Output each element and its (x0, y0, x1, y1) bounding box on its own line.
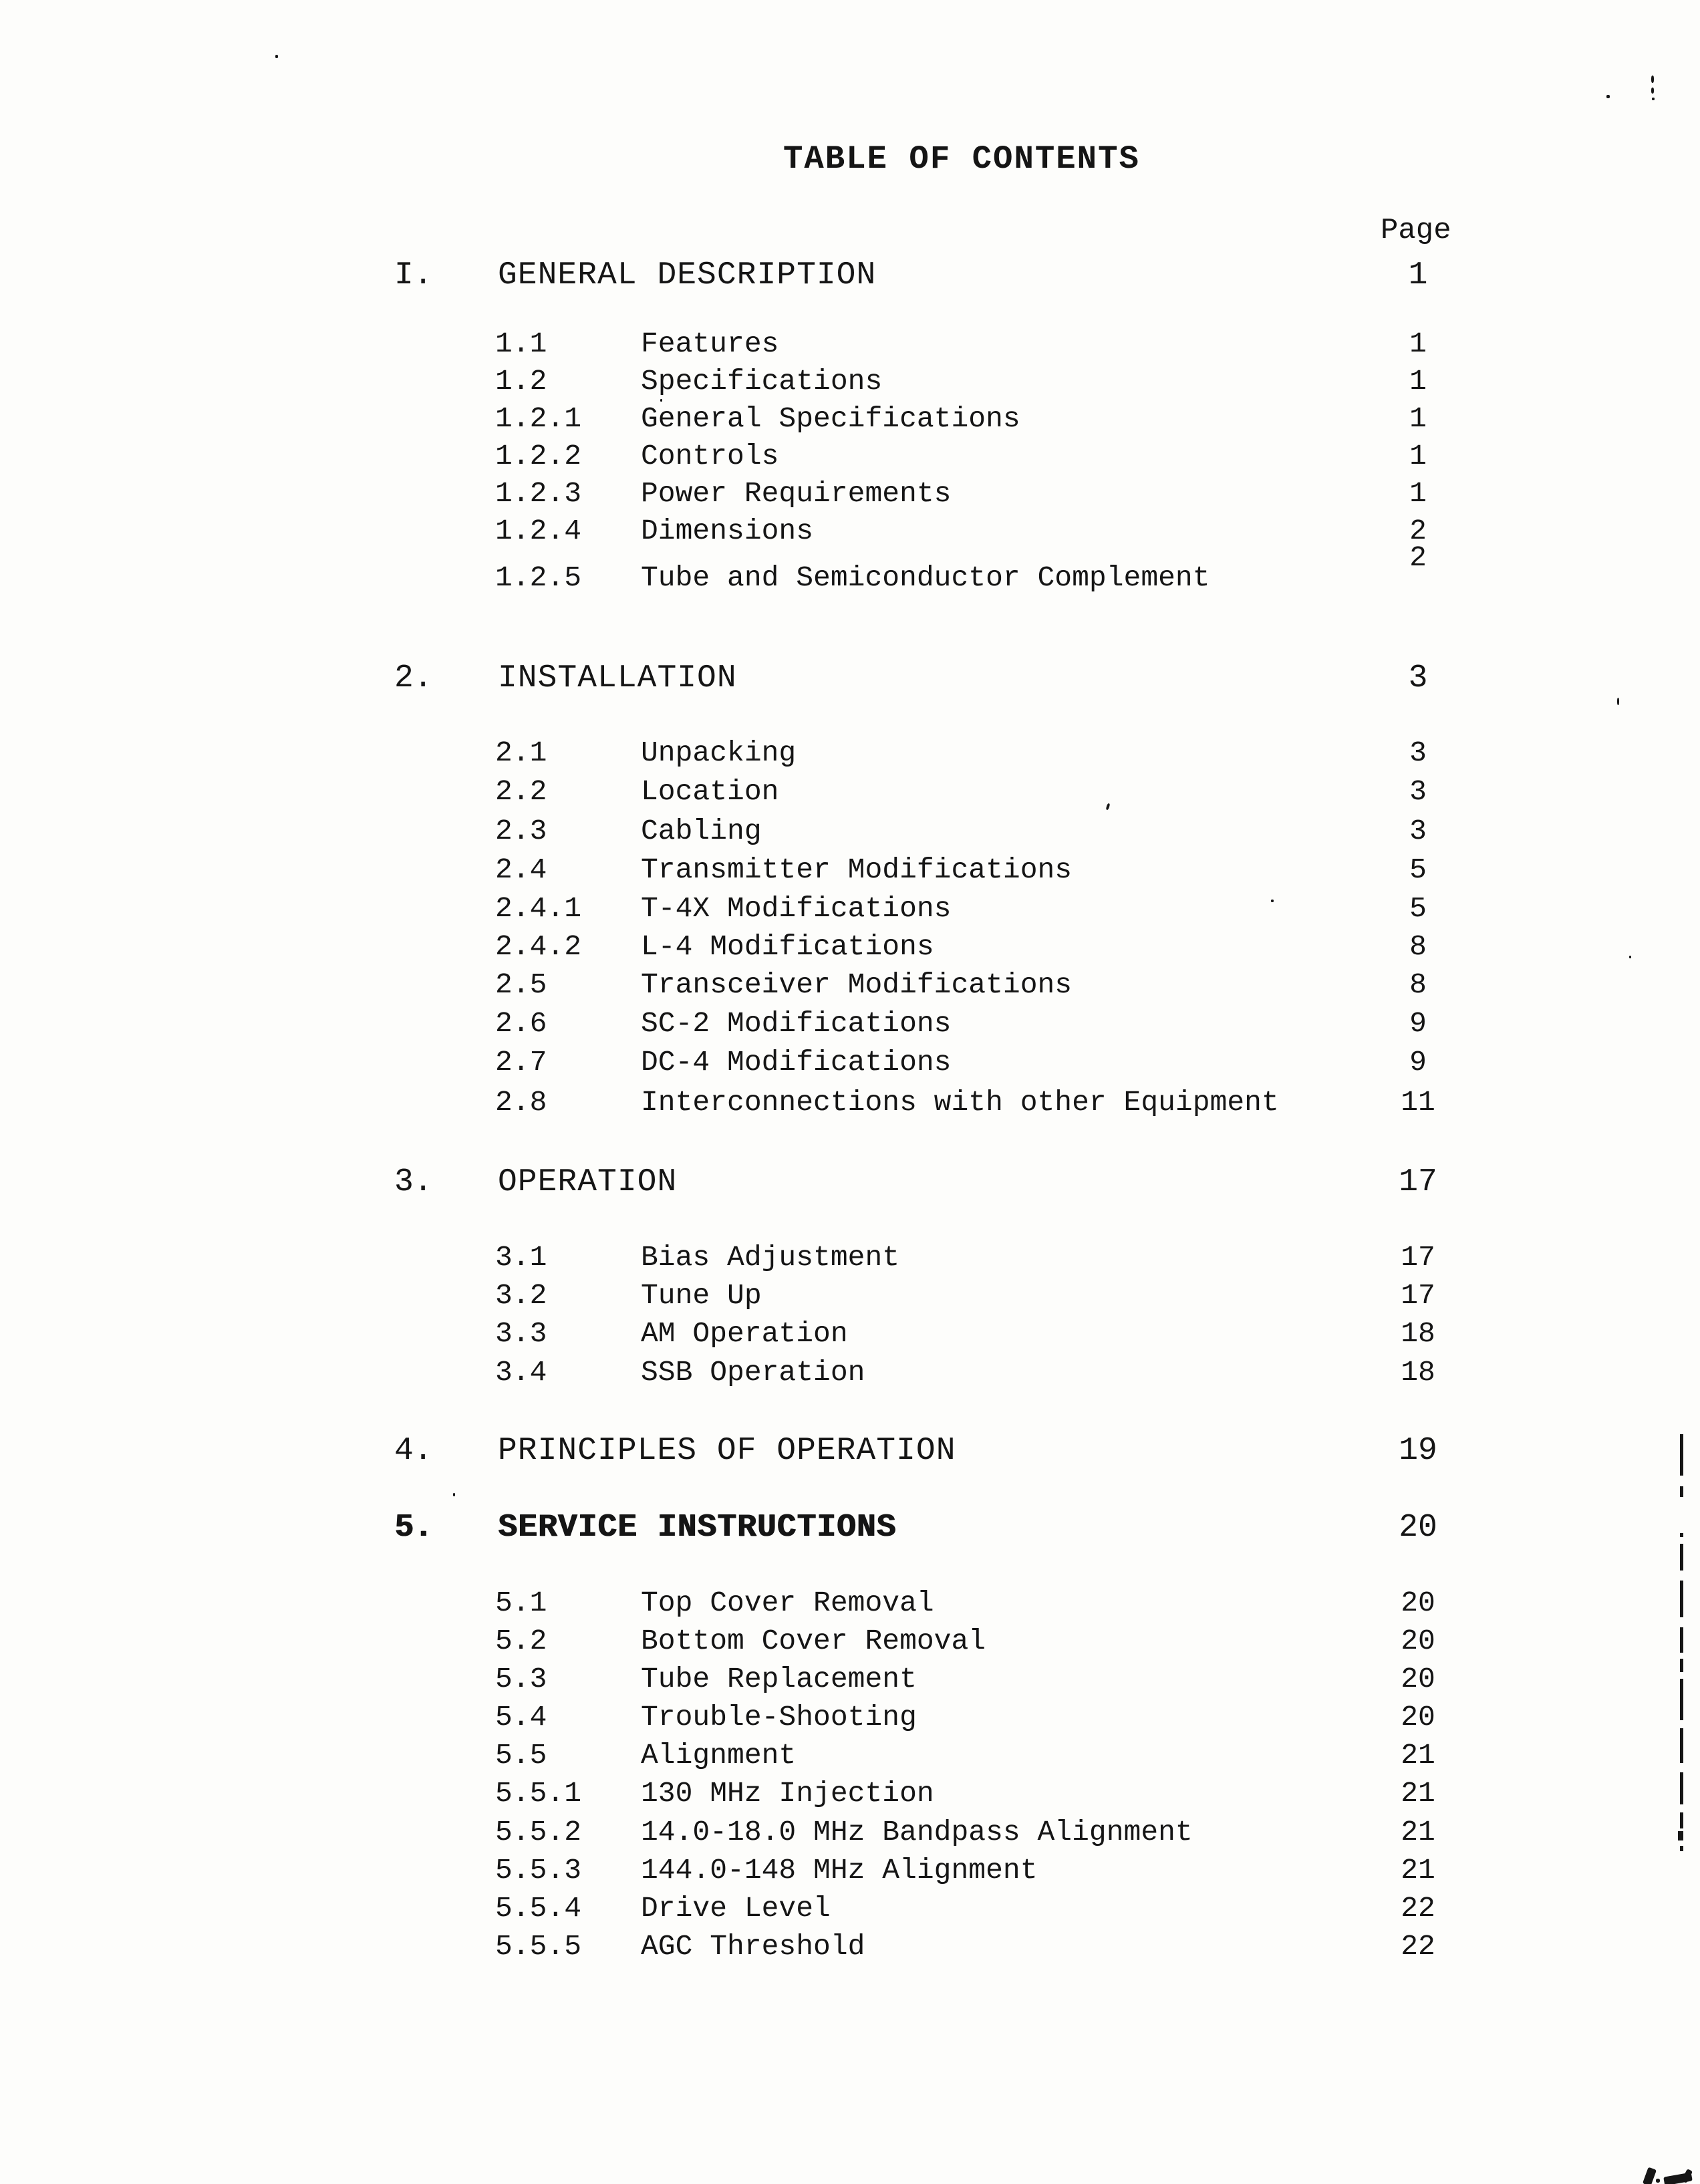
page-column-header: Page (1381, 214, 1451, 247)
page-edge-mark (1680, 1434, 1683, 1476)
toc-entry-page: 5 (1409, 853, 1427, 886)
toc-entry-page: 21 (1401, 1816, 1435, 1849)
toc-entry-row (0, 968, 1700, 1007)
scan-speck (1629, 956, 1631, 958)
toc-entry-title: Dimensions (641, 515, 814, 547)
toc-section-row (0, 660, 1700, 699)
toc-entry-title: Transceiver Modifications (641, 968, 1073, 1001)
toc-entry-title: Interconnections with other Equipment (641, 1086, 1279, 1119)
toc-entry-title: Unpacking (641, 736, 797, 769)
toc-entry-number: 2.8 (495, 1086, 547, 1119)
toc-entry-title: 130 MHz Injection (641, 1777, 934, 1810)
scan-speck (1651, 76, 1654, 83)
toc-entry-number: 1.2.2 (495, 440, 582, 472)
toc-entry-page: 20 (1401, 1701, 1435, 1734)
toc-entry-title: General Specifications (641, 402, 1020, 435)
toc-entry-row (0, 477, 1700, 516)
page-edge-mark (1678, 1831, 1683, 1840)
toc-entry-page: 8 (1409, 930, 1427, 963)
toc-entry-title: Top Cover Removal (641, 1587, 934, 1619)
page-title: TABLE OF CONTENTS (783, 140, 1140, 178)
toc-entry-row (0, 1086, 1700, 1125)
toc-entry-number: 2.4 (495, 853, 547, 886)
toc-entry-number: 2.4.2 (495, 930, 582, 963)
toc-entry-number: 5.2 (495, 1625, 547, 1657)
toc-entry-page: 22 (1401, 1930, 1435, 1963)
toc-entry-title: Bottom Cover Removal (641, 1625, 986, 1657)
toc-entry-row (0, 736, 1700, 775)
toc-entry-number: 1.2 (495, 365, 547, 398)
toc-entry-title: AM Operation (641, 1317, 848, 1350)
toc-entry-number: 2.4.1 (495, 892, 582, 925)
toc-entry-row (0, 1279, 1700, 1318)
toc-entry-row (0, 1625, 1700, 1663)
toc-entry-number: 1.2.1 (495, 402, 582, 435)
toc-entry-title: INSTALLATION (498, 660, 737, 696)
toc-entry-number: 2.6 (495, 1007, 547, 1040)
toc-entry-number: 2.3 (495, 815, 547, 847)
toc-entry-number: 5.1 (495, 1587, 547, 1619)
toc-entry-title: SC-2 Modifications (641, 1007, 952, 1040)
scan-speck (1651, 88, 1654, 94)
toc-entry-row (0, 1930, 1700, 1969)
toc-entry-page: 8 (1409, 968, 1427, 1001)
toc-entry-row (0, 930, 1700, 969)
toc-entry-number: 5.3 (495, 1663, 547, 1695)
toc-entry-row (0, 1777, 1700, 1816)
page-edge-mark (1680, 1486, 1683, 1497)
toc-entry-number: 1.2.4 (495, 515, 582, 547)
toc-entry-row (0, 1663, 1700, 1701)
toc-entry-number: 2.5 (495, 968, 547, 1001)
toc-entry-title: 14.0-18.0 MHz Bandpass Alignment (641, 1816, 1193, 1849)
page-edge-mark (1680, 1581, 1683, 1617)
toc-entry-title: Tube and Semiconductor Complement (641, 561, 1210, 594)
toc-entry-number: 3.1 (495, 1241, 547, 1274)
toc-entry-number: 1.2.5 (495, 561, 582, 594)
toc-entry-title: GENERAL DESCRIPTION (498, 257, 877, 293)
handwritten-mark (1643, 2167, 1657, 2184)
toc-entry-page: 20 (1399, 1510, 1437, 1546)
scan-speck (1652, 98, 1655, 100)
toc-entry-page: 11 (1401, 1086, 1435, 1119)
scan-speck (660, 399, 662, 402)
toc-entry-number: 2. (394, 660, 433, 696)
toc-section-row (0, 257, 1700, 296)
toc-entry-row (0, 440, 1700, 479)
handwritten-mark (1656, 2179, 1660, 2183)
toc-entry-row (0, 365, 1700, 404)
toc-entry-title: Cabling (641, 815, 762, 847)
toc-entry-page: 21 (1401, 1739, 1435, 1772)
toc-entry-number: 5. (394, 1510, 433, 1546)
toc-entry-title: Features (641, 327, 779, 360)
toc-entry-title: PRINCIPLES OF OPERATION (498, 1433, 956, 1469)
toc-entry-row (0, 853, 1700, 892)
toc-entry-page: 1 (1409, 477, 1427, 510)
toc-entry-title: Location (641, 775, 779, 808)
toc-entry-title: Tune Up (641, 1279, 762, 1312)
toc-entry-number: 2.2 (495, 775, 547, 808)
toc-entry-row (0, 1317, 1700, 1356)
toc-entry-page: 21 (1401, 1777, 1435, 1810)
toc-entry-number: 5.5.1 (495, 1777, 582, 1810)
toc-entry-number: 1.2.3 (495, 477, 582, 510)
toc-entry-page: 17 (1399, 1164, 1437, 1200)
toc-entry-page: 19 (1399, 1433, 1437, 1469)
scan-speck (1271, 900, 1274, 902)
toc-section-row (0, 1164, 1700, 1203)
toc-entry-page: 20 (1401, 1625, 1435, 1657)
toc-entry-title: Controls (641, 440, 779, 472)
toc-entry-row (0, 1241, 1700, 1280)
toc-entry-page: 1 (1409, 402, 1427, 435)
page-edge-mark (1680, 1533, 1683, 1537)
page-edge-mark (1680, 1846, 1683, 1851)
toc-entry-row (0, 402, 1700, 441)
toc-entry-page: 9 (1409, 1046, 1427, 1079)
toc-entry-page: 3 (1409, 736, 1427, 769)
toc-entry-page: 1 (1409, 440, 1427, 472)
page-edge-mark (1680, 1812, 1683, 1828)
toc-section-row (0, 1510, 1700, 1548)
toc-entry-page: 2 (1409, 541, 1427, 574)
toc-entry-title: Power Requirements (641, 477, 952, 510)
toc-entry-row (0, 327, 1700, 366)
toc-section-row (0, 1433, 1700, 1472)
toc-entry-page: 1 (1408, 257, 1428, 293)
toc-entry-page: 17 (1401, 1241, 1435, 1274)
page-edge-mark (1680, 1772, 1683, 1804)
toc-entry-title: SERVICE INSTRUCTIONS (498, 1510, 897, 1546)
toc-entry-page: 3 (1409, 815, 1427, 847)
page-edge-mark (1680, 1544, 1683, 1571)
toc-entry-row (0, 541, 1700, 600)
toc-entry-page: 20 (1401, 1663, 1435, 1695)
toc-entry-number: 5.4 (495, 1701, 547, 1734)
toc-entry-number: 5.5.4 (495, 1892, 582, 1925)
toc-entry-number: 1.1 (495, 327, 547, 360)
toc-entry-number: I. (394, 257, 433, 293)
toc-entry-title: Tube Replacement (641, 1663, 917, 1695)
toc-entry-page: 22 (1401, 1892, 1435, 1925)
toc-entry-page: 17 (1401, 1279, 1435, 1312)
toc-entry-title: T-4X Modifications (641, 892, 952, 925)
toc-entry-row (0, 1854, 1700, 1893)
toc-entry-page: 18 (1401, 1356, 1435, 1389)
toc-entry-title: SSB Operation (641, 1356, 865, 1389)
page-edge-mark (1680, 1679, 1683, 1720)
toc-entry-title: Drive Level (641, 1892, 831, 1925)
toc-entry-number: 5.5.2 (495, 1816, 582, 1849)
toc-entry-row (0, 1816, 1700, 1855)
toc-entry-title: AGC Threshold (641, 1930, 865, 1963)
toc-entry-number: 3. (394, 1164, 433, 1200)
toc-entry-title: OPERATION (498, 1164, 678, 1200)
toc-entry-title: Specifications (641, 365, 883, 398)
toc-entry-number: 3.4 (495, 1356, 547, 1389)
toc-entry-title: Transmitter Modifications (641, 853, 1073, 886)
toc-entry-page: 21 (1401, 1854, 1435, 1887)
scan-speck (1606, 95, 1610, 98)
toc-entry-page: 2 (1409, 515, 1427, 547)
toc-entry-page: 20 (1401, 1587, 1435, 1619)
scan-speck (453, 1493, 455, 1496)
page-edge-mark (1680, 1728, 1683, 1763)
scan-speck (1617, 698, 1619, 705)
toc-entry-title: Trouble-Shooting (641, 1701, 917, 1734)
toc-entry-page: 18 (1401, 1317, 1435, 1350)
toc-entry-page: 1 (1409, 365, 1427, 398)
toc-entry-number: 2.1 (495, 736, 547, 769)
toc-entry-page: 1 (1409, 327, 1427, 360)
toc-entry-page: 5 (1409, 892, 1427, 925)
toc-entry-number: 5.5.5 (495, 1930, 582, 1963)
page-edge-mark (1680, 1627, 1683, 1653)
scan-speck (275, 55, 278, 58)
toc-entry-row (0, 775, 1700, 814)
toc-entry-row (0, 1739, 1700, 1778)
toc-entry-row (0, 1587, 1700, 1625)
toc-entry-number: 4. (394, 1433, 433, 1469)
toc-entry-page: 3 (1408, 660, 1428, 696)
page-edge-mark (1680, 1659, 1683, 1672)
toc-entry-number: 5.5.3 (495, 1854, 582, 1887)
toc-entry-number: 3.2 (495, 1279, 547, 1312)
toc-entry-number: 5.5 (495, 1739, 547, 1772)
toc-entry-row (0, 1701, 1700, 1740)
toc-entry-title: DC-4 Modifications (641, 1046, 952, 1079)
toc-entry-row (0, 1007, 1700, 1046)
toc-entry-number: 2.7 (495, 1046, 547, 1079)
toc-entry-title: L-4 Modifications (641, 930, 934, 963)
toc-entry-row (0, 1356, 1700, 1395)
toc-entry-row (0, 1046, 1700, 1085)
toc-entry-number: 3.3 (495, 1317, 547, 1350)
toc-entry-page: 9 (1409, 1007, 1427, 1040)
toc-entry-row (0, 815, 1700, 853)
toc-entry-page: 3 (1409, 775, 1427, 808)
toc-entry-row (0, 892, 1700, 931)
toc-entry-row (0, 1892, 1700, 1931)
toc-entry-title: 144.0-148 MHz Alignment (641, 1854, 1038, 1887)
toc-entry-title: Alignment (641, 1739, 797, 1772)
toc-entry-title: Bias Adjustment (641, 1241, 900, 1274)
